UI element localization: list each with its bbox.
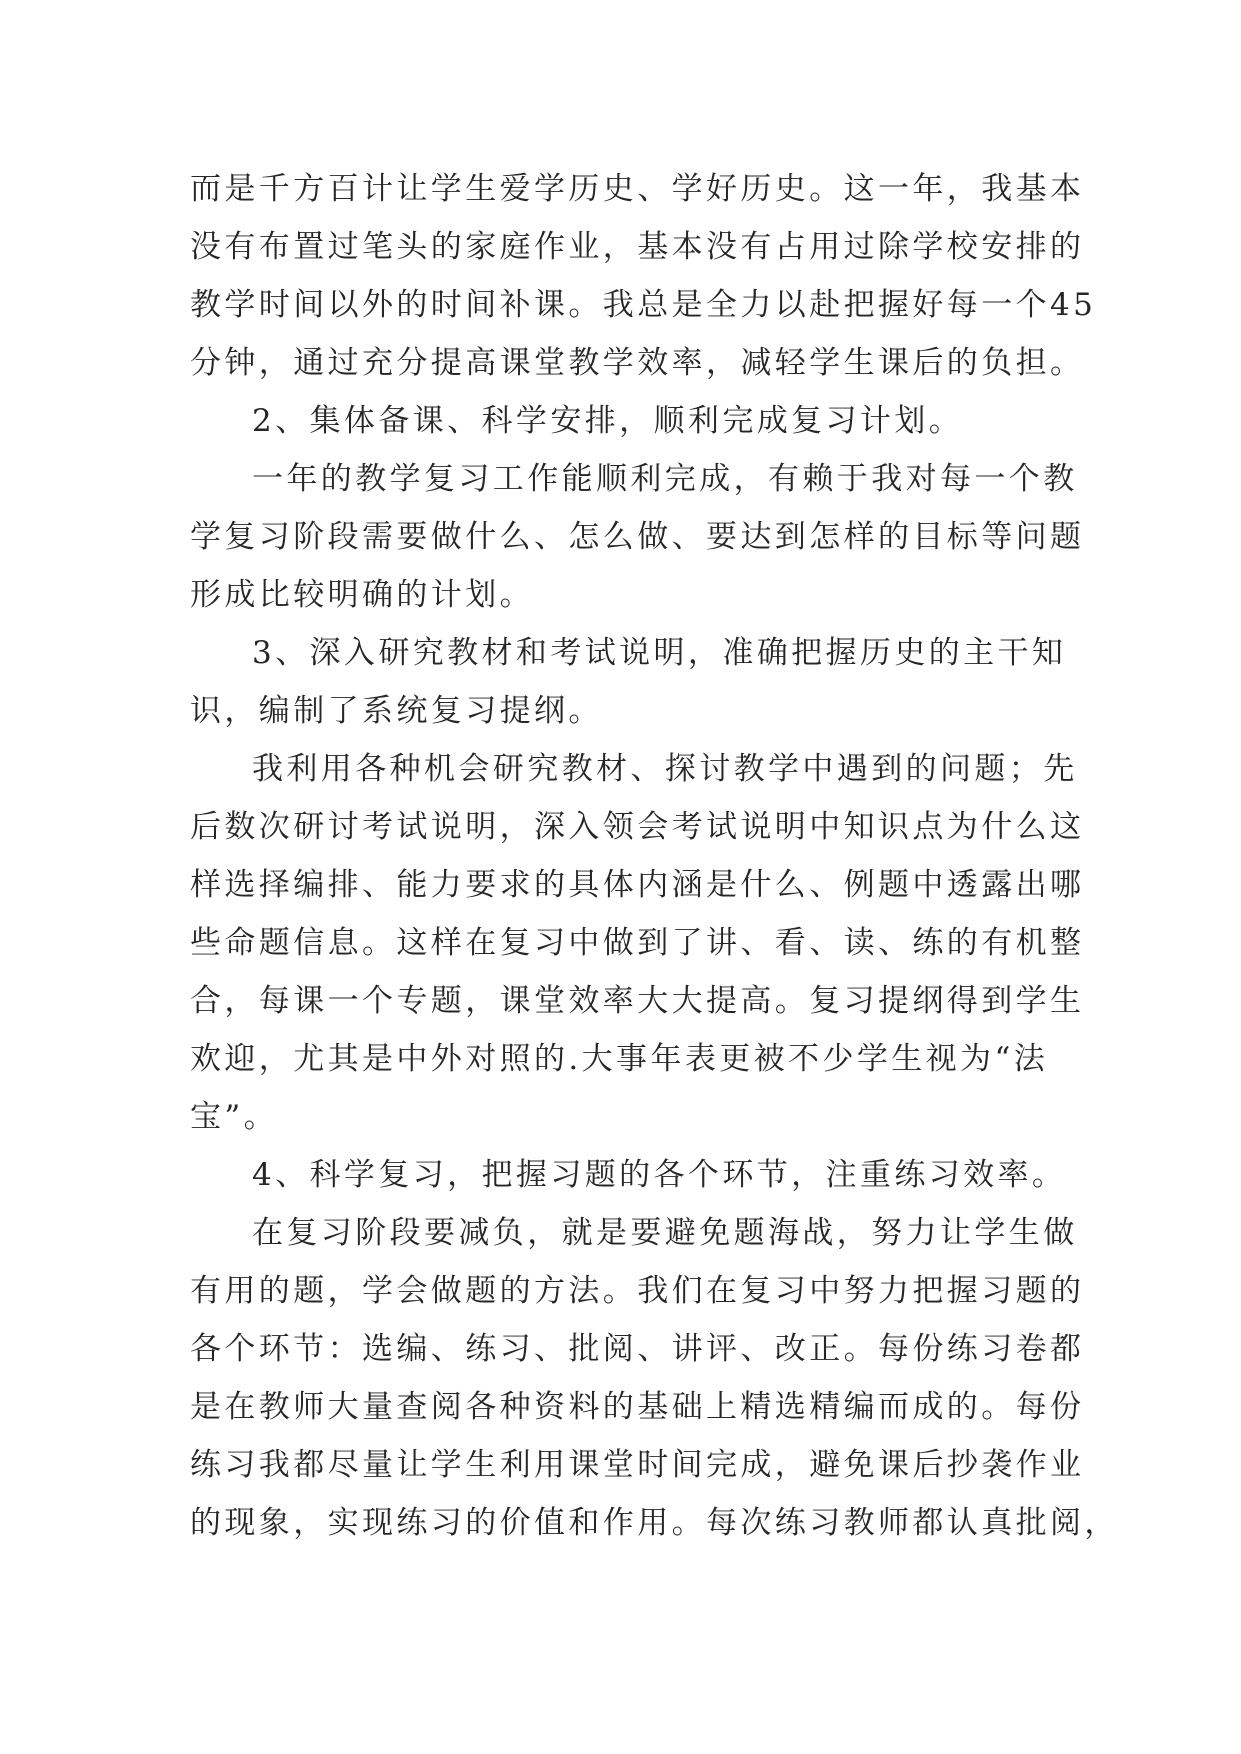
text-line: 是在教师大量查阅各种资料的基础上精选精编而成的。每份 (190, 1389, 1085, 1425)
text-line: 合，每课一个专题，课堂效率大大提高。复习提纲得到学生 (190, 983, 1085, 1019)
text-line: 分钟，通过充分提高课堂教学效率，减轻学生课后的负担。 (190, 345, 1085, 381)
text-line: 欢迎，尤其是中外对照的.大事年表更被不少学生视为“法 (190, 1041, 1049, 1077)
text-line: 的现象，实现练习的价值和作用。每次练习教师都认真批阅， (190, 1505, 1119, 1541)
text-line: 练习我都尽量让学生利用课堂时间完成，避免课后抄袭作业 (190, 1447, 1085, 1483)
text-line: 后数次研讨考试说明，深入领会考试说明中知识点为什么这 (190, 809, 1085, 845)
section-heading: 2、集体备课、科学安排，顺利完成复习计划。 (252, 403, 964, 439)
text-line: 在复习阶段要减负，就是要避免题海战，努力让学生做 (252, 1215, 1078, 1251)
text-line: 有用的题，学会做题的方法。我们在复习中努力把握习题的 (190, 1273, 1085, 1309)
text-line: 一年的教学复习工作能顺利完成，有赖于我对每一个教 (252, 461, 1078, 497)
text-line: 学复习阶段需要做什么、怎么做、要达到怎样的目标等问题 (190, 519, 1085, 555)
text-line: 而是千方百计让学生爱学历史、学好历史。这一年，我基本 (190, 171, 1085, 207)
text-line: 没有布置过笔头的家庭作业，基本没有占用过除学校安排的 (190, 229, 1085, 265)
section-heading: 识，编制了系统复习提纲。 (190, 693, 603, 729)
text-line: 些命题信息。这样在复习中做到了讲、看、读、练的有机整 (190, 925, 1085, 961)
text-line: 样选择编排、能力要求的具体内涵是什么、例题中透露出哪 (190, 867, 1085, 903)
text-line: 各个环节：选编、练习、批阅、讲评、改正。每份练习卷都 (190, 1331, 1085, 1367)
text-line: 教学时间以外的时间补课。我总是全力以赴把握好每一个45 (190, 287, 1097, 323)
text-line: 宝”。 (190, 1099, 279, 1135)
text-line: 形成比较明确的计划。 (190, 577, 534, 613)
text-line: 我利用各种机会研究教材、探讨教学中遇到的问题；先 (252, 751, 1078, 787)
section-heading: 4、科学复习，把握习题的各个环节，注重练习效率。 (252, 1157, 1067, 1193)
section-heading: 3、深入研究教材和考试说明，准确把握历史的主干知 (252, 635, 1067, 671)
